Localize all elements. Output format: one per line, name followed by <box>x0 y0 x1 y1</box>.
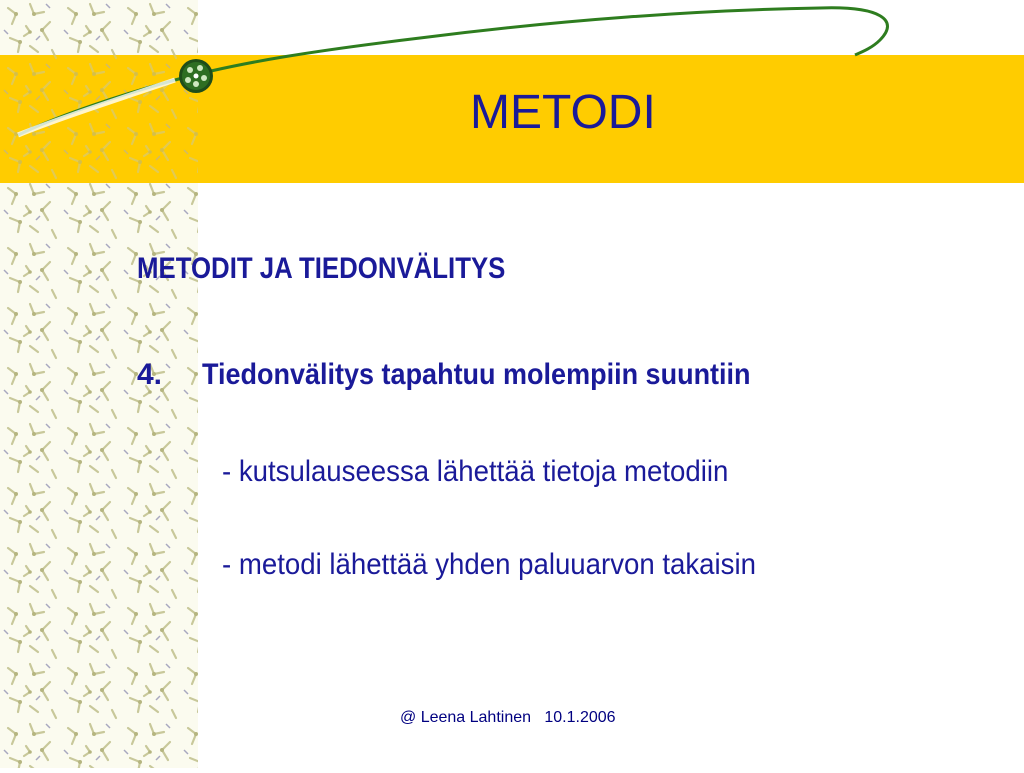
section-heading: METODIT JA TIEDONVÄLITYS <box>137 252 506 285</box>
footer-credit: @ Leena Lahtinen 10.1.2006 <box>400 709 616 726</box>
slide-title: METODI <box>470 86 656 139</box>
list-item-text: Tiedonvälitys tapahtuu molempiin suuntiin <box>202 358 751 391</box>
list-item-number: 4. <box>137 358 163 391</box>
sub-point-1: - kutsulauseessa lähettää tietoja metodiin <box>222 455 729 488</box>
sub-point-2: - metodi lähettää yhden paluuarvon takaisin <box>222 548 756 581</box>
molecule-ball-icon <box>179 59 213 93</box>
